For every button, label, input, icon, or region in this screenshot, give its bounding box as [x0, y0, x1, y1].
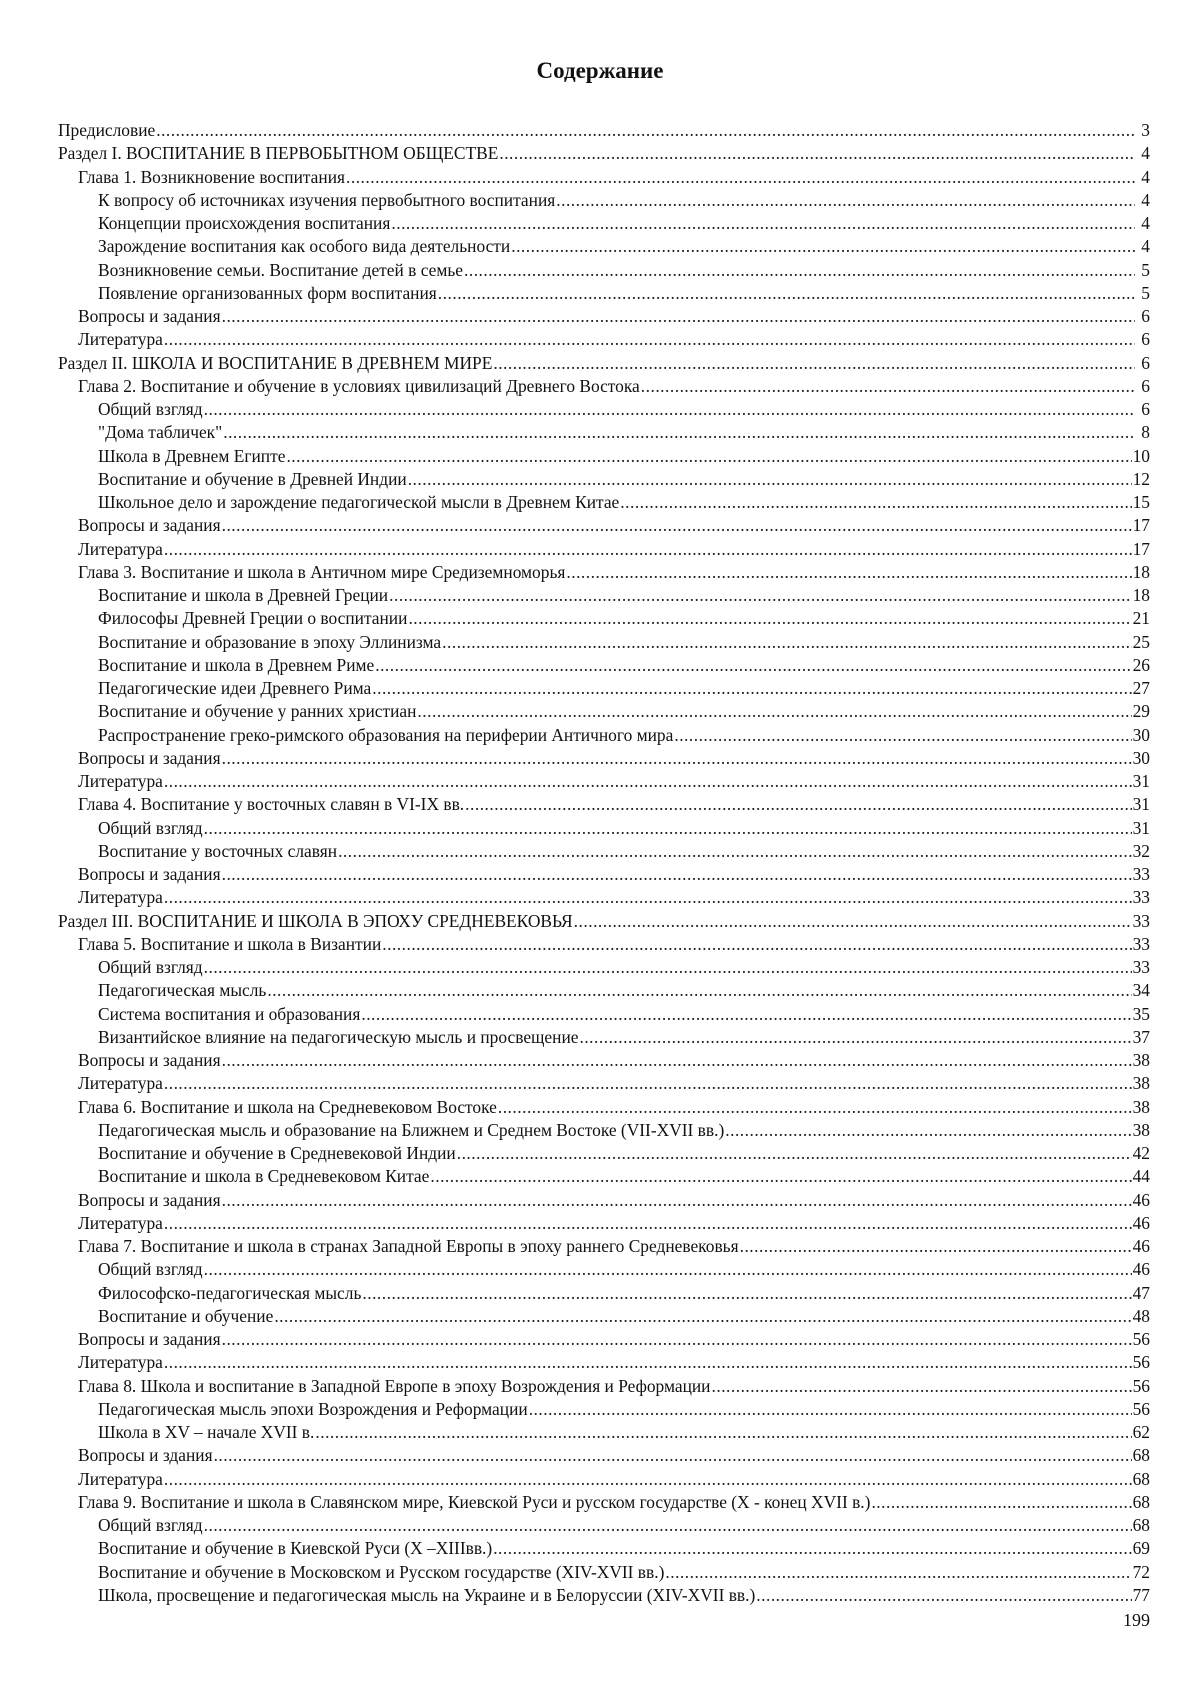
toc-entry-title: Глава 7. Воспитание и школа в странах Западной Европы в эпоху раннего Средневековья: [78, 1236, 739, 1256]
toc-entry-title: Глава 9. Воспитание и школа в Славянском мире, Киевской Руси и русском государстве (X - конец XVII в.): [78, 1491, 871, 1512]
table-of-contents: [58, 119, 1150, 1607]
toc-entry-page: 26: [1132, 654, 1150, 675]
toc-entry-title: Вопросы и здания: [78, 1445, 213, 1466]
toc-entry-page: 46: [1132, 1236, 1150, 1256]
toc-entry: [58, 282, 1150, 305]
toc-entry-title: Воспитание и образование в эпоху Эллинизма: [98, 631, 442, 652]
toc-entry: [58, 1258, 1150, 1281]
toc-entry: [58, 677, 1150, 700]
toc-entry-page: 8: [1141, 422, 1150, 443]
toc-entry-title: Система воспитания и образования: [98, 1003, 361, 1024]
toc-entry: [58, 1537, 1150, 1560]
toc-entry-title: Воспитание и обучение в Киевской Руси (X –XIIIвв.): [98, 1538, 493, 1559]
toc-entry: [58, 747, 1150, 770]
toc-entry-page: 33: [1132, 957, 1150, 977]
toc-entry: [58, 1305, 1150, 1328]
toc-entry-page: 4: [1141, 166, 1150, 187]
dot-leader: [222, 863, 1132, 886]
toc-entry-title: Литература: [78, 1212, 163, 1233]
toc-entry-page: 31: [1132, 771, 1150, 791]
toc-entry: [58, 700, 1150, 723]
toc-entry: [58, 886, 1150, 909]
dot-leader: [204, 956, 1132, 979]
toc-entry-page: 56: [1132, 1352, 1150, 1373]
toc-entry-page: 56: [1132, 1329, 1150, 1349]
dot-leader: [674, 724, 1131, 747]
toc-entry: [58, 1444, 1150, 1467]
dot-leader: [493, 352, 1135, 375]
toc-entry-title: Общий взгляд: [98, 1259, 203, 1280]
dot-leader: [391, 212, 1135, 235]
dot-leader: [566, 561, 1131, 584]
toc-entry-title: Общий взгляд: [98, 817, 203, 838]
toc-entry: [58, 1491, 1150, 1514]
toc-entry-title: Школа в XV – начале XVII в.: [98, 1422, 315, 1442]
dot-leader: [408, 468, 1132, 491]
toc-entry-page: 29: [1132, 701, 1150, 722]
toc-entry-page: 30: [1132, 724, 1150, 745]
toc-entry-page: 4: [1141, 189, 1150, 210]
toc-entry-title: Общий взгляд: [98, 399, 203, 419]
toc-entry-page: 38: [1132, 1119, 1150, 1140]
toc-entry: [58, 352, 1150, 375]
toc-entry-page: 15: [1132, 492, 1150, 512]
toc-entry-page: 6: [1141, 399, 1150, 419]
dot-leader: [286, 445, 1131, 468]
toc-entry-title: Возникновение семьи. Воспитание детей в семье: [98, 259, 463, 280]
dot-leader: [222, 747, 1132, 770]
toc-entry: [58, 979, 1150, 1002]
toc-entry: [58, 189, 1150, 212]
toc-entry-page: 33: [1132, 887, 1150, 908]
toc-entry-title: Педагогические идеи Древнего Рима: [98, 678, 372, 698]
toc-entry: [58, 421, 1150, 444]
toc-entry-page: 17: [1132, 538, 1150, 559]
toc-entry-title: Предисловие: [58, 120, 156, 140]
toc-entry-title: Школа в Древнем Египте: [98, 445, 286, 466]
toc-entry: [58, 445, 1150, 468]
toc-entry-title: Литература: [78, 1073, 163, 1094]
dot-leader: [740, 1235, 1132, 1258]
toc-entry-title: Воспитание и школа в Древнем Риме: [98, 654, 375, 675]
dot-leader: [164, 886, 1132, 909]
toc-entry-page: 5: [1141, 259, 1150, 280]
dot-leader: [267, 979, 1131, 1002]
toc-entry: [58, 631, 1150, 654]
dot-leader: [756, 1584, 1131, 1607]
toc-entry-title: Воспитание и обучение в Средневековой Индии: [98, 1143, 456, 1163]
dot-leader: [529, 1398, 1132, 1421]
dot-leader: [465, 793, 1131, 816]
toc-entry: [58, 1119, 1150, 1142]
toc-entry-title: Вопросы и задания: [78, 864, 221, 884]
dot-leader: [362, 1282, 1131, 1305]
toc-entry-title: Раздел II. ШКОЛА И ВОСПИТАНИЕ В ДРЕВНЕМ МИРЕ: [58, 352, 493, 373]
toc-entry: [58, 398, 1150, 421]
toc-entry-title: Зарождение воспитания как особого вида деятельности: [98, 236, 511, 257]
toc-entry: [58, 142, 1150, 165]
toc-entry: [58, 1421, 1150, 1444]
toc-entry-title: Общий взгляд: [98, 1515, 203, 1535]
toc-entry-title: Византийское влияние на педагогическую мысль и просвещение: [98, 1026, 579, 1047]
dot-leader: [641, 375, 1135, 398]
toc-entry-title: Глава 4. Воспитание у восточных славян в VI-IX вв.: [78, 794, 465, 815]
toc-entry-page: 6: [1141, 375, 1150, 396]
toc-entry: [58, 1561, 1150, 1584]
dot-leader: [164, 538, 1132, 561]
toc-entry-page: 68: [1132, 1468, 1150, 1489]
toc-entry: [58, 1328, 1150, 1351]
toc-entry-title: Литература: [78, 887, 163, 908]
toc-entry-page: 21: [1132, 608, 1150, 629]
toc-entry: [58, 793, 1150, 816]
toc-entry-title: Вопросы и задания: [78, 515, 221, 536]
dot-leader: [204, 817, 1132, 840]
dot-leader: [164, 1351, 1132, 1374]
dot-leader: [338, 840, 1132, 863]
toc-entry-page: 56: [1132, 1375, 1150, 1396]
toc-entry-page: 3: [1141, 120, 1150, 140]
toc-entry: [58, 1049, 1150, 1072]
toc-entry: [58, 1026, 1150, 1049]
toc-entry-title: Философы Древней Греции о воспитании: [98, 608, 408, 629]
toc-entry: [58, 561, 1150, 584]
toc-entry: [58, 584, 1150, 607]
toc-entry-page: 42: [1132, 1143, 1150, 1163]
toc-entry-title: Школа, просвещение и педагогическая мысль на Украине и в Белоруссии (XIV-XVII вв.): [98, 1584, 756, 1605]
dot-leader: [579, 1026, 1131, 1049]
toc-entry-title: Воспитание у восточных славян: [98, 840, 338, 861]
dot-leader: [214, 1444, 1132, 1467]
toc-entry-title: Глава 5. Воспитание и школа в Византии: [78, 933, 382, 954]
toc-entry-page: 68: [1132, 1445, 1150, 1466]
toc-entry-page: 33: [1132, 864, 1150, 884]
toc-entry-title: Вопросы и задания: [78, 747, 221, 768]
toc-entry-title: "Дома табличек": [98, 422, 223, 443]
dot-leader: [417, 700, 1131, 723]
toc-entry-page: 38: [1132, 1073, 1150, 1094]
toc-entry: [58, 305, 1150, 328]
toc-entry-page: 68: [1132, 1491, 1150, 1512]
toc-entry-title: Педагогическая мысль: [98, 980, 267, 1001]
dot-leader: [725, 1119, 1131, 1142]
toc-entry: [58, 491, 1150, 514]
toc-entry-title: Воспитание и обучение в Московском и Русском государстве (XIV-XVII вв.): [98, 1561, 665, 1582]
page-number: 199: [1123, 1610, 1150, 1630]
toc-entry-title: Глава 3. Воспитание и школа в Античном мире Средиземноморья: [78, 561, 566, 582]
toc-entry-page: 31: [1132, 794, 1150, 815]
toc-entry-title: Литература: [78, 329, 163, 350]
toc-entry: [58, 259, 1150, 282]
dot-leader: [346, 166, 1135, 189]
toc-entry-title: Воспитание и обучение у ранних христиан: [98, 701, 417, 722]
toc-entry-title: Раздел III. ВОСПИТАНИЕ И ШКОЛА В ЭПОХУ СРЕДНЕВЕКОВЬЯ: [58, 910, 573, 931]
toc-entry-title: Воспитание и обучение: [98, 1305, 274, 1326]
toc-entry: [58, 328, 1150, 351]
toc-entry-title: Глава 1. Возникновение воспитания: [78, 166, 346, 187]
toc-entry-title: Глава 2. Воспитание и обучение в условиях цивилизаций Древнего Востока: [78, 375, 640, 396]
dot-leader: [499, 142, 1135, 165]
toc-entry-title: Воспитание и школа в Средневековом Китае: [98, 1166, 430, 1187]
dot-leader: [438, 282, 1135, 305]
toc-entry-page: 47: [1132, 1282, 1150, 1303]
toc-entry-page: 25: [1132, 631, 1150, 652]
toc-entry-page: 17: [1132, 515, 1150, 536]
dot-leader: [222, 514, 1132, 537]
dot-leader: [574, 910, 1132, 933]
toc-entry: [58, 235, 1150, 258]
dot-leader: [498, 1096, 1132, 1119]
toc-entry: [58, 375, 1150, 398]
toc-entry: [58, 514, 1150, 537]
toc-entry-page: 46: [1132, 1212, 1150, 1233]
dot-leader: [156, 119, 1135, 142]
toc-entry-page: 35: [1132, 1003, 1150, 1024]
dot-leader: [665, 1561, 1131, 1584]
toc-entry-title: Появление организованных форм воспитания: [98, 282, 437, 303]
dot-leader: [372, 677, 1131, 700]
dot-leader: [408, 607, 1131, 630]
dot-leader: [389, 584, 1131, 607]
toc-entry: [58, 1096, 1150, 1119]
dot-leader: [442, 631, 1131, 654]
toc-entry-page: 4: [1141, 143, 1150, 164]
toc-entry-title: Литература: [78, 771, 163, 791]
dot-leader: [222, 1049, 1132, 1072]
toc-entry-page: 10: [1132, 445, 1150, 466]
toc-entry-page: 48: [1132, 1305, 1150, 1326]
toc-entry-page: 6: [1141, 352, 1150, 373]
toc-entry: [58, 654, 1150, 677]
toc-entry-page: 37: [1132, 1026, 1150, 1047]
toc-entry-page: 33: [1132, 933, 1150, 954]
toc-entry: [58, 119, 1150, 142]
toc-entry-page: 30: [1132, 747, 1150, 768]
dot-leader: [315, 1421, 1131, 1444]
toc-entry: [58, 1142, 1150, 1165]
toc-entry-page: 32: [1132, 840, 1150, 861]
toc-entry: [58, 607, 1150, 630]
toc-entry: [58, 1375, 1150, 1398]
toc-entry-title: Раздел I. ВОСПИТАНИЕ В ПЕРВОБЫТНОМ ОБЩЕСТВЕ: [58, 143, 499, 164]
dot-leader: [164, 1072, 1132, 1095]
toc-entry-title: Вопросы и задания: [78, 1329, 221, 1349]
toc-entry-title: Воспитание и обучение в Древней Индии: [98, 468, 407, 489]
toc-entry: [58, 1514, 1150, 1537]
toc-entry-title: Педагогическая мысль и образование на Ближнем и Среднем Востоке (VII-XVII вв.): [98, 1119, 725, 1140]
dot-leader: [204, 1258, 1132, 1281]
toc-entry: [58, 933, 1150, 956]
toc-entry-page: 44: [1132, 1166, 1150, 1187]
toc-entry: [58, 1282, 1150, 1305]
toc-entry-title: Педагогическая мысль эпохи Возрождения и Реформации: [98, 1398, 528, 1419]
dot-leader: [511, 235, 1135, 258]
toc-entry-page: 56: [1132, 1398, 1150, 1419]
toc-entry-title: Литература: [78, 538, 163, 559]
dot-leader: [164, 1212, 1132, 1235]
page-title: Содержание: [536, 58, 664, 83]
dot-leader: [204, 398, 1135, 421]
dot-leader: [457, 1142, 1132, 1165]
dot-leader: [222, 1189, 1132, 1212]
toc-entry-page: 6: [1141, 329, 1150, 350]
dot-leader: [164, 328, 1135, 351]
toc-entry: [58, 910, 1150, 933]
toc-entry: [58, 770, 1150, 793]
toc-entry-title: Философско-педагогическая мысль: [98, 1282, 362, 1303]
toc-entry: [58, 956, 1150, 979]
toc-entry-page: 34: [1132, 980, 1150, 1001]
dot-leader: [164, 770, 1132, 793]
toc-entry-page: 4: [1141, 213, 1150, 233]
toc-entry: [58, 817, 1150, 840]
dot-leader: [382, 933, 1131, 956]
toc-entry-title: Воспитание и школа в Древней Греции: [98, 585, 389, 605]
toc-entry: [58, 1072, 1150, 1095]
toc-entry-page: 72: [1132, 1561, 1150, 1582]
toc-entry: [58, 724, 1150, 747]
toc-entry: [58, 1468, 1150, 1491]
toc-entry: [58, 1398, 1150, 1421]
toc-entry-title: Глава 8. Школа и воспитание в Западной Европе в эпоху Возрождения и Реформации: [78, 1375, 711, 1396]
toc-entry: [58, 863, 1150, 886]
dot-leader: [222, 305, 1135, 328]
dot-leader: [464, 259, 1135, 282]
toc-entry-title: Общий взгляд: [98, 957, 203, 977]
dot-leader: [712, 1375, 1132, 1398]
dot-leader: [556, 189, 1135, 212]
toc-entry: [58, 1212, 1150, 1235]
toc-entry: [58, 1189, 1150, 1212]
toc-entry-page: 68: [1132, 1515, 1150, 1535]
toc-entry-page: 38: [1132, 1050, 1150, 1070]
toc-entry: [58, 1003, 1150, 1026]
dot-leader: [493, 1537, 1131, 1560]
toc-entry-page: 5: [1141, 282, 1150, 303]
toc-entry: [58, 1584, 1150, 1607]
toc-entry-page: 46: [1132, 1259, 1150, 1280]
toc-entry-page: 77: [1132, 1584, 1150, 1605]
toc-entry-title: Концепции происхождения воспитания: [98, 213, 391, 233]
toc-entry-title: Вопросы и задания: [78, 306, 221, 326]
toc-entry-title: Школьное дело и зарождение педагогической мысли в Древнем Китае: [98, 492, 620, 512]
toc-entry-page: 18: [1132, 561, 1150, 582]
toc-entry-title: К вопросу об источниках изучения первобытного воспитания: [98, 189, 556, 210]
dot-leader: [204, 1514, 1132, 1537]
toc-entry-page: 6: [1141, 306, 1150, 326]
toc-entry-title: Глава 6. Воспитание и школа на Средневековом Востоке: [78, 1096, 497, 1117]
toc-entry: [58, 212, 1150, 235]
dot-leader: [375, 654, 1131, 677]
toc-entry-page: 31: [1132, 817, 1150, 838]
dot-leader: [164, 1468, 1132, 1491]
dot-leader: [361, 1003, 1131, 1026]
toc-entry: [58, 166, 1150, 189]
toc-entry: [58, 1235, 1150, 1258]
toc-entry-title: Вопросы и задания: [78, 1050, 221, 1070]
toc-entry-title: Литература: [78, 1352, 163, 1373]
toc-entry-page: 33: [1132, 910, 1150, 931]
toc-entry-page: 69: [1132, 1538, 1150, 1559]
dot-leader: [430, 1165, 1131, 1188]
toc-entry-page: 12: [1132, 468, 1150, 489]
toc-entry-title: Распространение греко-римского образования на периферии Античного мира: [98, 724, 674, 745]
dot-leader: [620, 491, 1131, 514]
toc-entry-page: 18: [1132, 585, 1150, 605]
toc-entry: [58, 1351, 1150, 1374]
dot-leader: [222, 1328, 1132, 1351]
toc-entry-title: Вопросы и задания: [78, 1189, 221, 1210]
toc-entry-page: 38: [1132, 1096, 1150, 1117]
toc-entry-page: 27: [1132, 678, 1150, 698]
toc-entry-page: 4: [1141, 236, 1150, 257]
toc-entry: [58, 468, 1150, 491]
dot-leader: [274, 1305, 1131, 1328]
dot-leader: [223, 421, 1135, 444]
toc-entry: [58, 538, 1150, 561]
toc-entry: [58, 840, 1150, 863]
toc-entry: [58, 1165, 1150, 1188]
dot-leader: [871, 1491, 1131, 1514]
toc-entry-page: 62: [1132, 1422, 1150, 1442]
toc-entry-page: 46: [1132, 1189, 1150, 1210]
toc-entry-title: Литература: [78, 1468, 163, 1489]
